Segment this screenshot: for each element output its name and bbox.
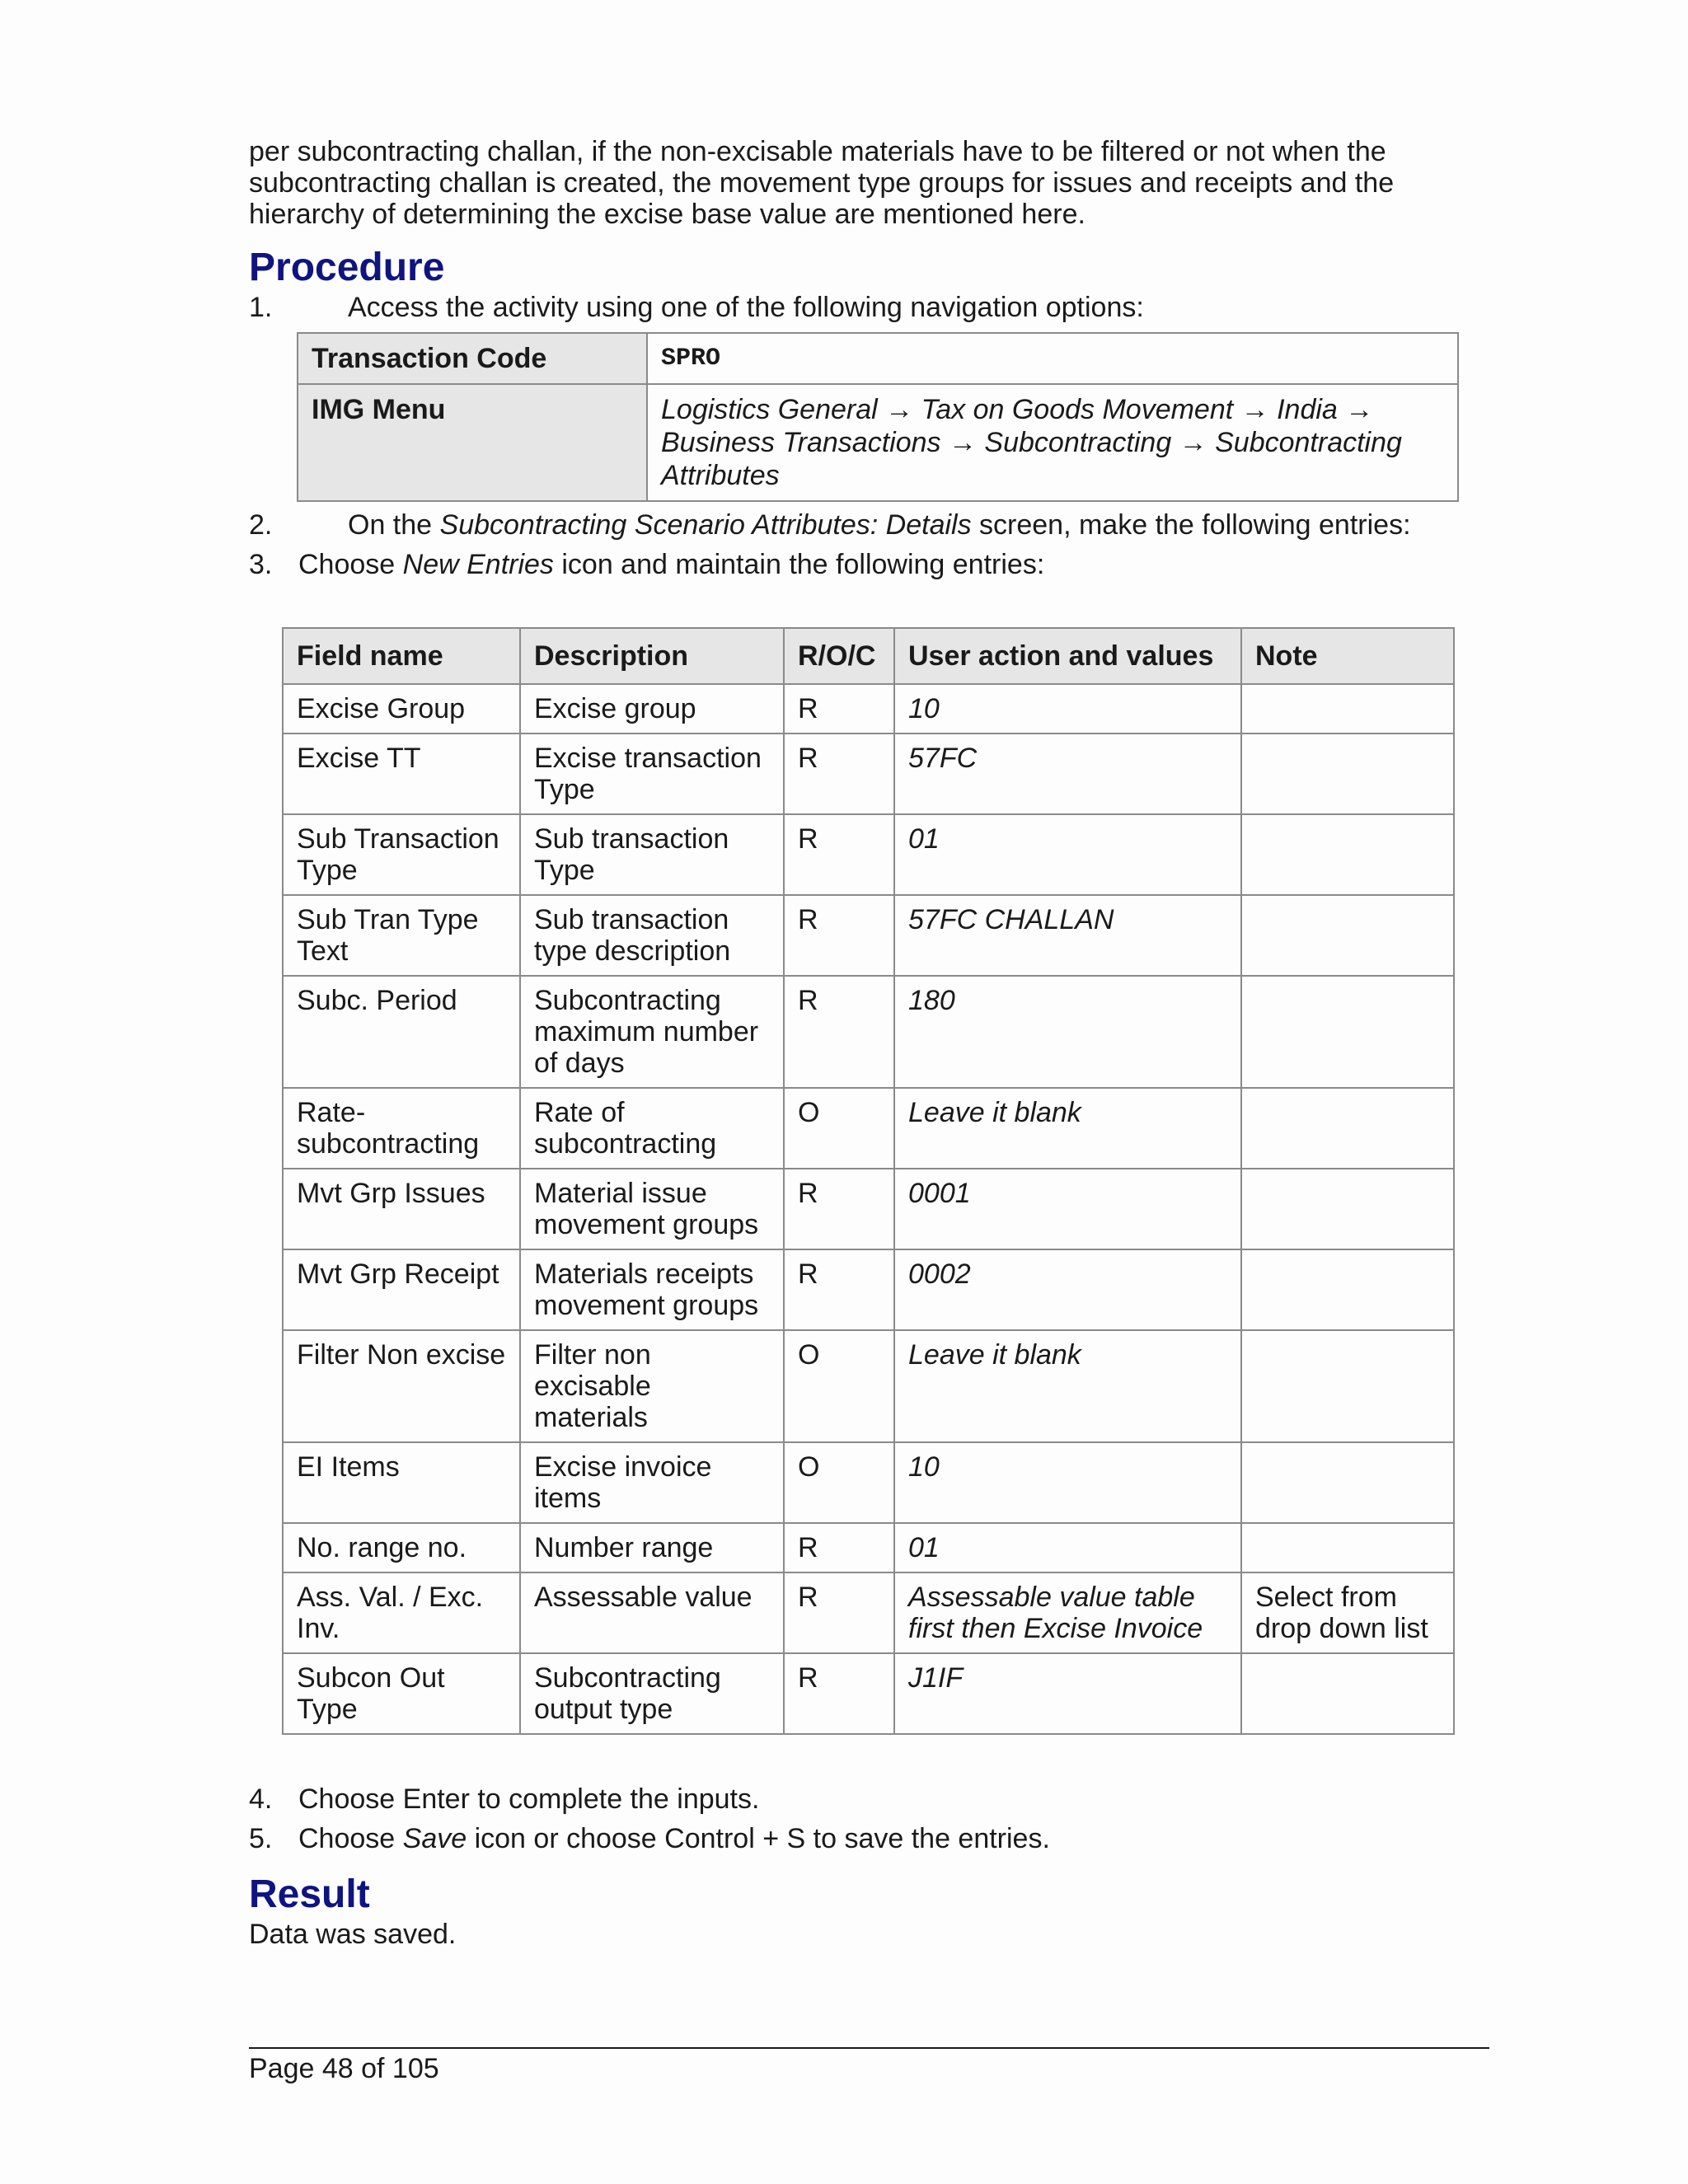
img-menu-path: Logistics General → Tax on Goods Movement → India → Business Transactions → Subcontracting → Subcontracting Attributes (647, 384, 1458, 501)
step-5 (249, 1822, 1489, 1855)
procedure-heading: Procedure (249, 246, 445, 289)
cell-description: Subcontracting maximum number of days (520, 976, 784, 1088)
cell-field: Excise TT (283, 733, 520, 814)
step-text-pre: Choose (298, 549, 403, 580)
table-row (283, 1330, 1454, 1442)
cell-description: Excise group (520, 684, 784, 733)
cell-note (1241, 976, 1454, 1088)
cell-note: Select from drop down list (1241, 1572, 1454, 1653)
cell-field: Excise Group (283, 684, 520, 733)
step-number: 3. (249, 549, 273, 580)
cell-description: Sub transaction type description (520, 895, 784, 976)
cell-roc: R (784, 684, 894, 733)
step-4 (249, 1783, 1489, 1816)
cell-field: Subc. Period (283, 976, 520, 1088)
header-note: Note (1241, 628, 1454, 684)
cell-value: Assessable value table first then Excise Invoice (894, 1572, 1241, 1653)
table-row (283, 1249, 1454, 1330)
cell-roc: R (784, 814, 894, 895)
cell-roc: R (784, 1169, 894, 1249)
cell-note (1241, 1330, 1454, 1442)
img-menu-label: IMG Menu (298, 384, 647, 501)
cell-note (1241, 733, 1454, 814)
navigation-table (297, 332, 1459, 502)
entries-table (282, 627, 1455, 1735)
transaction-code-label: Transaction Code (298, 333, 647, 384)
table-row (283, 1088, 1454, 1169)
step-1 (249, 291, 1489, 324)
cell-field: No. range no. (283, 1523, 520, 1572)
cell-roc: O (784, 1088, 894, 1169)
table-row (298, 384, 1458, 501)
cell-roc: R (784, 1653, 894, 1734)
cell-value: 0001 (894, 1169, 1241, 1249)
transaction-code-value: SPRO (647, 333, 1458, 384)
header-roc: R/O/C (784, 628, 894, 684)
cell-note (1241, 684, 1454, 733)
cell-description: Sub transaction Type (520, 814, 784, 895)
result-heading: Result (249, 1872, 370, 1916)
step-text-post: icon or choose Control + S to save the entries. (467, 1823, 1050, 1854)
cell-note (1241, 1653, 1454, 1734)
cell-field: Ass. Val. / Exc. Inv. (283, 1572, 520, 1653)
new-entries-icon-label: New Entries (402, 549, 554, 580)
cell-value: 180 (894, 976, 1241, 1088)
cell-field: Mvt Grp Issues (283, 1169, 520, 1249)
table-row (283, 1653, 1454, 1734)
header-field-name: Field name (283, 628, 520, 684)
cell-roc: R (784, 976, 894, 1088)
step-text: Choose Enter to complete the inputs. (298, 1783, 760, 1815)
step-2 (249, 509, 1489, 541)
table-row (283, 1572, 1454, 1653)
header-user-action: User action and values (894, 628, 1241, 684)
cell-description: Materials receipts movement groups (520, 1249, 784, 1330)
cell-field: Filter Non excise (283, 1330, 520, 1442)
cell-value: 0002 (894, 1249, 1241, 1330)
cell-note (1241, 1249, 1454, 1330)
cell-field: Sub Tran Type Text (283, 895, 520, 976)
cell-value: Leave it blank (894, 1088, 1241, 1169)
cell-value: 10 (894, 684, 1241, 733)
save-icon-label: Save (402, 1823, 467, 1854)
cell-value: 01 (894, 1523, 1241, 1572)
table-row (283, 976, 1454, 1088)
cell-field: EI Items (283, 1442, 520, 1523)
step-number: 5. (249, 1823, 273, 1854)
cell-value: 10 (894, 1442, 1241, 1523)
cell-note (1241, 814, 1454, 895)
cell-roc: R (784, 895, 894, 976)
result-text: Data was saved. (249, 1919, 457, 1950)
cell-value: 57FC CHALLAN (894, 895, 1241, 976)
closing-steps (249, 1783, 1489, 1855)
step-text-post: icon and maintain the following entries: (553, 549, 1045, 580)
step-text-pre: Choose (298, 1823, 403, 1854)
cell-description: Excise invoice items (520, 1442, 784, 1523)
cell-description: Filter non excisable materials (520, 1330, 784, 1442)
cell-description: Excise transaction Type (520, 733, 784, 814)
table-header-row (283, 628, 1454, 684)
table-row (283, 684, 1454, 733)
document-page (249, 136, 1489, 1951)
table-row (283, 814, 1454, 895)
header-description: Description (520, 628, 784, 684)
cell-field: Sub Transaction Type (283, 814, 520, 895)
step-text-post: screen, make the following entries: (971, 509, 1411, 541)
cell-field: Mvt Grp Receipt (283, 1249, 520, 1330)
cell-roc: R (784, 1249, 894, 1330)
cell-value: J1IF (894, 1653, 1241, 1734)
table-row (283, 1442, 1454, 1523)
step-text: Access the activity using one of the following navigation options: (348, 292, 1144, 323)
cell-description: Assessable value (520, 1572, 784, 1653)
footer-divider (249, 2047, 1489, 2049)
step-3 (249, 548, 1489, 581)
cell-field: Subcon Out Type (283, 1653, 520, 1734)
page-number: Page 48 of 105 (249, 2053, 439, 2084)
cell-note (1241, 1088, 1454, 1169)
cell-description: Rate of subcontracting (520, 1088, 784, 1169)
intro-paragraph: per subcontracting challan, if the non-excisable materials have to be filtered or not when the subcontracting challan is created, the movement type groups for issues and receipts and the hierarchy of determining the excise base value are mentioned here. (249, 136, 1395, 230)
cell-roc: O (784, 1442, 894, 1523)
cell-description: Subcontracting output type (520, 1653, 784, 1734)
table-row (283, 1169, 1454, 1249)
cell-roc: R (784, 1523, 894, 1572)
screen-name: Subcontracting Scenario Attributes: Details (439, 509, 972, 541)
cell-value: 01 (894, 814, 1241, 895)
cell-description: Material issue movement groups (520, 1169, 784, 1249)
step-number: 1. (249, 292, 273, 323)
step-text-pre: On the (348, 509, 440, 541)
cell-roc: R (784, 733, 894, 814)
cell-value: Leave it blank (894, 1330, 1241, 1442)
cell-note (1241, 1442, 1454, 1523)
cell-note (1241, 1169, 1454, 1249)
cell-note (1241, 895, 1454, 976)
cell-note (1241, 1523, 1454, 1572)
table-row (298, 333, 1458, 384)
table-row (283, 1523, 1454, 1572)
table-row (283, 733, 1454, 814)
cell-field: Rate-subcontracting (283, 1088, 520, 1169)
table-row (283, 895, 1454, 976)
cell-roc: R (784, 1572, 894, 1653)
step-number: 4. (249, 1783, 273, 1815)
cell-description: Number range (520, 1523, 784, 1572)
step-number: 2. (249, 509, 273, 541)
cell-value: 57FC (894, 733, 1241, 814)
cell-roc: O (784, 1330, 894, 1442)
